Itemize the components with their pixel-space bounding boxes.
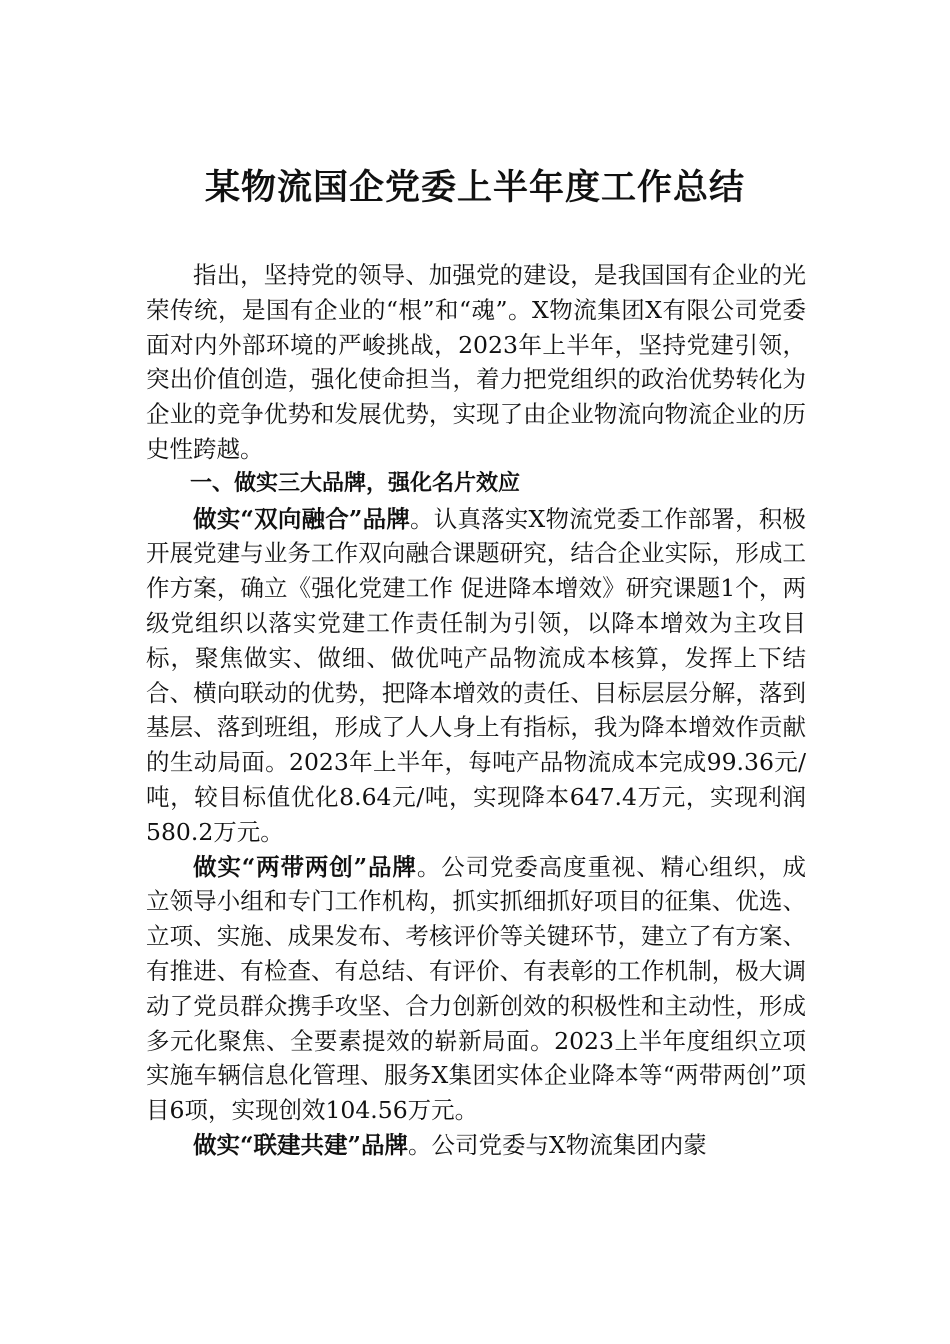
brand-paragraph-3: [146, 1128, 806, 1163]
brand-3-text: 。公司党委与X物流集团内蒙: [408, 1130, 707, 1159]
brand-1-lead: 做实“双向融合”品牌: [193, 504, 411, 533]
brand-2-lead: 做实“两带两创”品牌: [193, 852, 417, 881]
brand-paragraph-2: [146, 850, 806, 1128]
intro-paragraph: 指出，坚持党的领导、加强党的建设，是我国国有企业的光荣传统，是国有企业的“根”和“魂”。X物流集团X有限公司党委面对内外部环境的严峻挑战，2023年上半年，坚持党建引领，突出价值创造，强化使命担当，着力把党组织的政治优势转化为企业的竞争优势和发展优势，实现了由企业物流向物流企业的历史性跨越。: [146, 261, 806, 463]
brand-paragraph-1: [146, 502, 806, 850]
brand-1-text: 。认真落实X物流党委工作部署，积极开展党建与业务工作双向融合课题研究，结合企业实际，形成工作方案，确立《强化党建工作 促进降本增效》研究课题1个，两级党组织以落实党建工作责任制为引领，以降本增效为主攻目标，聚焦做实、做细、做优吨产品物流成本核算，发挥上下结合、横向联动的优势，把降本增效的责任、目标层层分解，落到基层、落到班组，形成了人人身上有指标，我为降本增效作贡献的生动局面。2023年上半年，每吨产品物流成本完成99.36元/吨，较目标值优化8.64元/吨，实现降本647.4万元，实现利润580.2万元。: [146, 504, 806, 846]
brand-3-lead: 做实“联建共建”品牌: [193, 1130, 409, 1159]
document-title: 某物流国企党委上半年度工作总结: [204, 167, 745, 208]
section-heading: 一、做实三大品牌，强化名片效应: [190, 470, 521, 496]
brand-2-text: 。公司党委高度重视、精心组织，成立领导小组和专门工作机构，抓实抓细抓好项目的征集、优选、立项、实施、成果发布、考核评价等关键环节，建立了有方案、有推进、有检查、有总结、有评价、有表彰的工作机制，极大调动了党员群众携手攻坚、合力创新创效的积极性和主动性，形成多元化聚焦、全要素提效的崭新局面。2023上半年度组织立项实施车辆信息化管理、服务X集团实体企业降本等“两带两创”项目6项，实现创效104.56万元。: [146, 852, 806, 1125]
document-body: [146, 258, 806, 1163]
